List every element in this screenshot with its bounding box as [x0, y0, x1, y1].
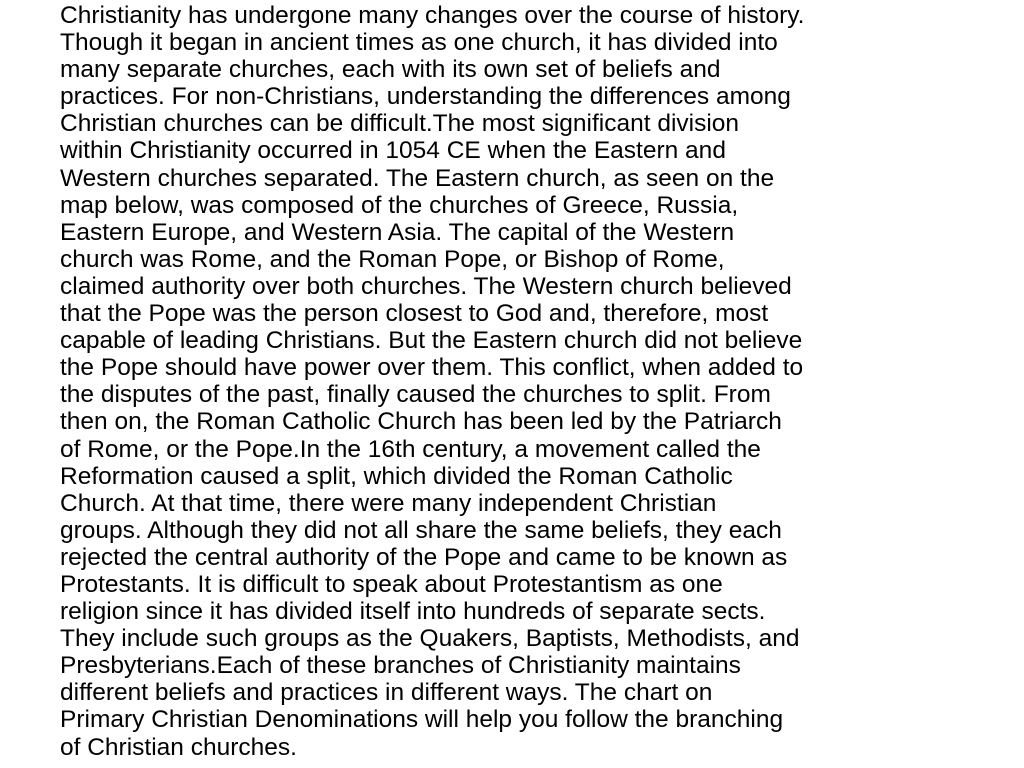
- text-line-2: Though it began in ancient times as one church, it has divided into: [60, 29, 778, 57]
- text-line-18: Reformation caused a split, which divided the Roman Catholic: [60, 462, 733, 490]
- text-line-26: different beliefs and practices in different ways. The chart on: [60, 679, 713, 707]
- text-line-23: religion since it has divided itself into hundreds of separate sects.: [60, 598, 766, 626]
- text-line-3: many separate churches, each with its own set of beliefs and: [60, 56, 721, 84]
- text-line-21: rejected the central authority of the Pope and came to be known as: [60, 543, 788, 571]
- text-line-9: Eastern Europe, and Western Asia. The capital of the Western: [60, 218, 735, 246]
- text-line-6: within Christianity occurred in 1054 CE when the Eastern and: [60, 137, 726, 165]
- text-line-22: Protestants. It is difficult to speak about Protestantism as one: [60, 570, 723, 598]
- text-line-16: then on, the Roman Catholic Church has been led by the Patriarch: [60, 408, 782, 436]
- text-line-25: Presbyterians.Each of these branches of Christianity maintains: [60, 652, 741, 680]
- text-line-28: of Christian churches.: [60, 733, 297, 761]
- text-line-27: Primary Christian Denominations will help you follow the branching: [60, 706, 784, 734]
- text-line-14: the Pope should have power over them. This conflict, when added to: [60, 354, 804, 382]
- text-line-15: the disputes of the past, finally caused the churches to split. From: [60, 381, 771, 409]
- text-line-10: church was Rome, and the Roman Pope, or Bishop of Rome,: [60, 245, 725, 273]
- text-line-1: Christianity has undergone many changes over the course of history.: [60, 2, 805, 29]
- text-line-19: Church. At that time, there were many independent Christian: [60, 489, 717, 517]
- text-line-4: practices. For non-Christians, understanding the differences among: [60, 83, 791, 111]
- body-paragraph: [60, 2, 1013, 761]
- text-line-13: capable of leading Christians. But the Eastern church did not believe: [60, 327, 803, 355]
- text-line-24: They include such groups as the Quakers, Baptists, Methodists, and: [60, 625, 800, 653]
- text-line-5: Christian churches can be difficult.The most significant division: [60, 110, 740, 138]
- text-line-7: Western churches separated. The Eastern church, as seen on the: [60, 164, 775, 192]
- text-line-17: of Rome, or the Pope.In the 16th century, a movement called the: [60, 435, 761, 463]
- text-line-12: that the Pope was the person closest to God and, therefore, most: [60, 300, 769, 328]
- text-line-11: claimed authority over both churches. The Western church believed: [60, 272, 792, 300]
- text-line-20: groups. Although they did not all share the same beliefs, they each: [60, 516, 782, 544]
- text-line-8: map below, was composed of the churches of Greece, Russia,: [60, 191, 739, 219]
